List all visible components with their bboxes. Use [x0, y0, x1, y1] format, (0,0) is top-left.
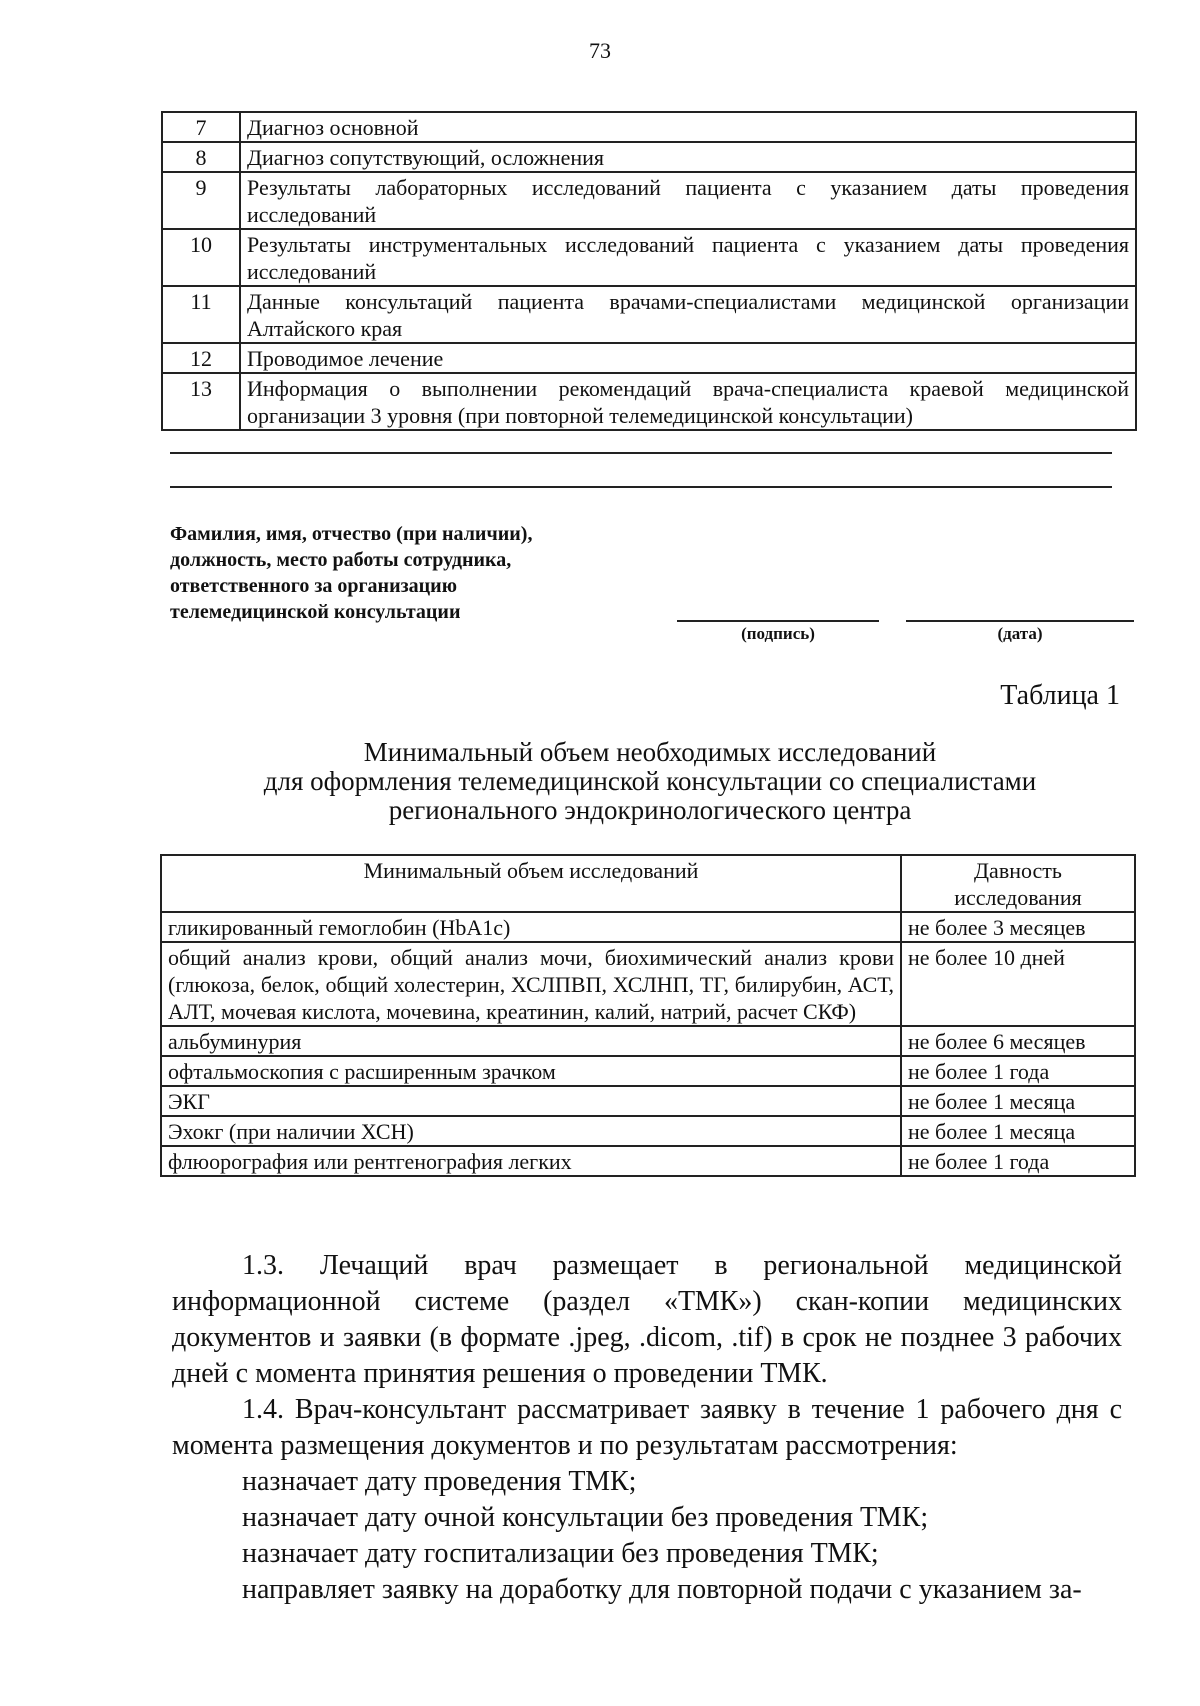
row-text: Диагноз сопутствующий, осложнения [240, 142, 1136, 172]
table-header-row [161, 855, 1135, 912]
period-cell: не более 6 месяцев [901, 1026, 1135, 1056]
paragraph-1-4: 1.4. Врач-консультант рассматривает заявку в течение 1 рабочего дня с момента размещения документов и по результатам рассмотрения: [172, 1394, 1122, 1461]
responsible-line: Фамилия, имя, отчество (при наличии), [170, 523, 533, 545]
blank-line [170, 486, 1112, 488]
table-row [161, 912, 1135, 942]
column-header-studies: Минимальный объем исследований [161, 855, 901, 912]
row-number: 10 [162, 229, 240, 286]
signature-label: (подпись) [741, 624, 815, 643]
row-text: Данные консультаций пациента врачами-специалистами медицинской организации Алтайского края [240, 286, 1136, 343]
table-row [161, 1026, 1135, 1056]
period-cell: не более 10 дней [901, 942, 1135, 1026]
row-number: 12 [162, 343, 240, 373]
period-cell: не более 3 месяцев [901, 912, 1135, 942]
row-text: Результаты инструментальных исследований пациента с указанием даты проведения исследований [240, 229, 1136, 286]
table-caption: Таблица 1 [1000, 680, 1120, 711]
table-row [161, 1056, 1135, 1086]
row-text: Результаты лабораторных исследований пациента с указанием даты проведения исследований [240, 172, 1136, 229]
list-item: назначает дату очной консультации без проведения ТМК; [242, 1502, 929, 1533]
study-cell: общий анализ крови, общий анализ мочи, биохимический анализ крови (глюкоза, белок, общий холестерин, ХСЛПВП, ХСЛНП, ТГ, билирубин, АСТ, АЛТ, мочевая кислота, мочевина, креатинин, калий, натрий, расчет СКФ) [161, 942, 901, 1026]
consultation-fields-table [161, 111, 1137, 431]
row-number: 11 [162, 286, 240, 343]
list-item: направляет заявку на доработку для повторной подачи с указанием за- [242, 1574, 1082, 1605]
title-line: для оформления телемедицинской консультации со специалистами [263, 766, 1037, 796]
list-item: назначает дату проведения ТМК; [242, 1466, 637, 1497]
table-title [0, 738, 1200, 825]
table-row [162, 112, 1136, 142]
table-row [162, 142, 1136, 172]
header-line: Давность [974, 858, 1062, 883]
date-label: (дата) [997, 624, 1043, 643]
table-row [162, 343, 1136, 373]
list-item: назначает дату госпитализации без проведения ТМК; [242, 1538, 879, 1569]
study-cell: гликированный гемоглобин (HbA1c) [161, 912, 901, 942]
table-row [161, 1146, 1135, 1176]
table-row [161, 1116, 1135, 1146]
study-cell: ЭКГ [161, 1086, 901, 1116]
row-number: 9 [162, 172, 240, 229]
period-cell: не более 1 года [901, 1056, 1135, 1086]
header-line: исследования [954, 885, 1082, 910]
row-number: 13 [162, 373, 240, 430]
title-line: регионального эндокринологического центра [388, 795, 912, 825]
minimal-studies-table [160, 854, 1136, 1177]
responsible-line: должность, место работы сотрудника, [170, 549, 512, 571]
table-row [162, 229, 1136, 286]
signature-line [677, 620, 879, 622]
page-number: 73 [589, 38, 611, 63]
study-cell: флюорография или рентгенография легких [161, 1146, 901, 1176]
column-header-period [901, 855, 1135, 912]
table-row [162, 286, 1136, 343]
table-row [161, 942, 1135, 1026]
title-line: Минимальный объем необходимых исследований [363, 737, 937, 767]
row-text: Информация о выполнении рекомендаций врача-специалиста краевой медицинской организации 3 уровня (при повторной телемедицинской консультации) [240, 373, 1136, 430]
row-number: 8 [162, 142, 240, 172]
row-number: 7 [162, 112, 240, 142]
responsible-line: ответственного за организацию [170, 575, 457, 597]
row-text: Проводимое лечение [240, 343, 1136, 373]
date-line [906, 620, 1134, 622]
blank-line [170, 452, 1112, 454]
period-cell: не более 1 месяца [901, 1116, 1135, 1146]
period-cell: не более 1 месяца [901, 1086, 1135, 1116]
row-text: Диагноз основной [240, 112, 1136, 142]
study-cell: офтальмоскопия с расширенным зрачком [161, 1056, 901, 1086]
table-row [161, 1086, 1135, 1116]
responsible-person-label [170, 521, 532, 625]
period-cell: не более 1 года [901, 1146, 1135, 1176]
table-row [162, 172, 1136, 229]
table-row [162, 373, 1136, 430]
paragraph-1-3: 1.3. Лечащий врач размещает в региональной медицинской информационной системе (раздел «ТМК») скан-копии медицинских документов и заявки (в формате .jpeg, .dicom, .tif) в срок не позднее 3 рабочих дней с момента принятия решения о проведении ТМК. [172, 1250, 1122, 1389]
responsible-line: телемедицинской консультации [170, 601, 461, 623]
study-cell: альбуминурия [161, 1026, 901, 1056]
study-cell: Эхокг (при наличии ХСН) [161, 1116, 901, 1146]
